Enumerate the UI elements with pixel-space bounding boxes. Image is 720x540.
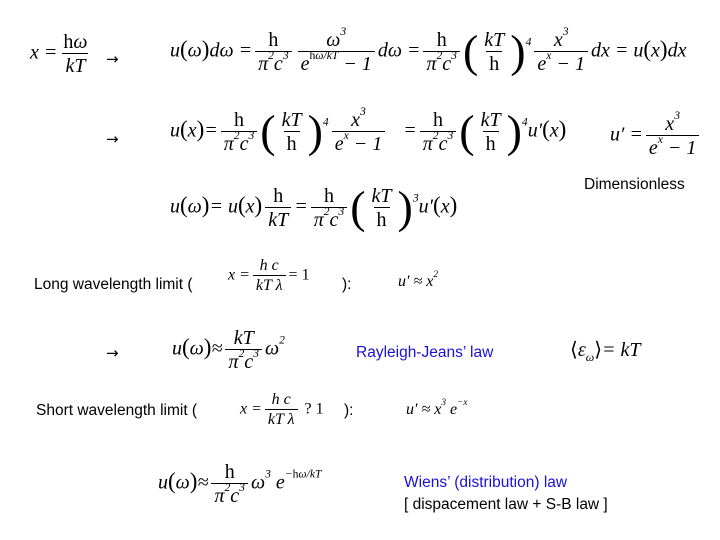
equation-u-of-x: u(x)= $\frac{h}{\pi^2c^3}$ ( $\frac{kT}{h}$ )$^4$ $\frac{x^3}{e^x - 1}$ = $\frac{h}{\pi^2c^3}$ ( $\frac{kT}{h}$ )$^4$u′(x) [170,104,567,157]
equation-u-prime-approx-short: $u' \approx x^3$ $e^{-x}$ [406,398,468,418]
equation-wien: u(ω)≈ $\frac{h}{\pi^2c^3}$ $\omega^3$ $e^{-h\omega/kT}$ [158,461,322,507]
arrow-icon: → [106,130,119,148]
equation-u-omega-relation: u(ω)= u(x) $\frac{h}{kT}$ = $\frac{h}{\pi^2c^3}$ ( $\frac{kT}{h}$ )$^3$u′(x) [170,181,458,233]
equation-energy-density-transform: u(ω)dω = $\frac{h}{\pi^2c^3}$ $\frac{\omega^3}{e^{h\omega/kT} - 1}$ dω = $\frac{h}{\pi^2c^3}$ ( $\frac{kT}{h}$ )$^4$ $\frac{x^3}{e^x - 1}$ dx = u(x)dx [170,24,687,77]
wiens-sublabel: [ dispacement law + S-B law ] [404,496,608,513]
equation-x-definition: x = $\frac{h\omega}{kT}$ [30,31,88,77]
equation-long-limit-condition: x = $\frac{\text{h c}}{\text{kT λ}}$ = 1 [228,257,310,294]
long-wavelength-label: Long wavelength limit ( [34,276,193,293]
long-wavelength-label-close: ): [342,276,352,293]
arrow-icon: → [106,344,119,362]
equation-rayleigh-jeans: u(ω)≈ $\frac{kT}{\pi^2c^3}$ $\omega^2$ [172,327,285,373]
equation-mean-energy: $⟨\varepsilon_\omega⟩=$ kT [570,339,641,364]
rayleigh-jeans-label: Rayleigh-Jeans’ law [356,344,494,361]
equation-short-limit-condition: x = $\frac{\text{h c}}{\text{kT λ}}$ ? 1 [240,391,324,428]
dimensionless-label: Dimensionless [584,176,685,193]
equation-u-prime-approx-long: $u' \approx x^2$ [398,270,439,290]
wiens-label: Wiens’ (distribution) law [404,474,568,491]
short-wavelength-label: Short wavelength limit ( [36,402,198,419]
arrow-icon: → [106,50,119,68]
equation-u-prime: u′ = $\frac{x^3}{e^x - 1}$ [610,114,702,158]
short-wavelength-label-close: ): [344,402,354,419]
